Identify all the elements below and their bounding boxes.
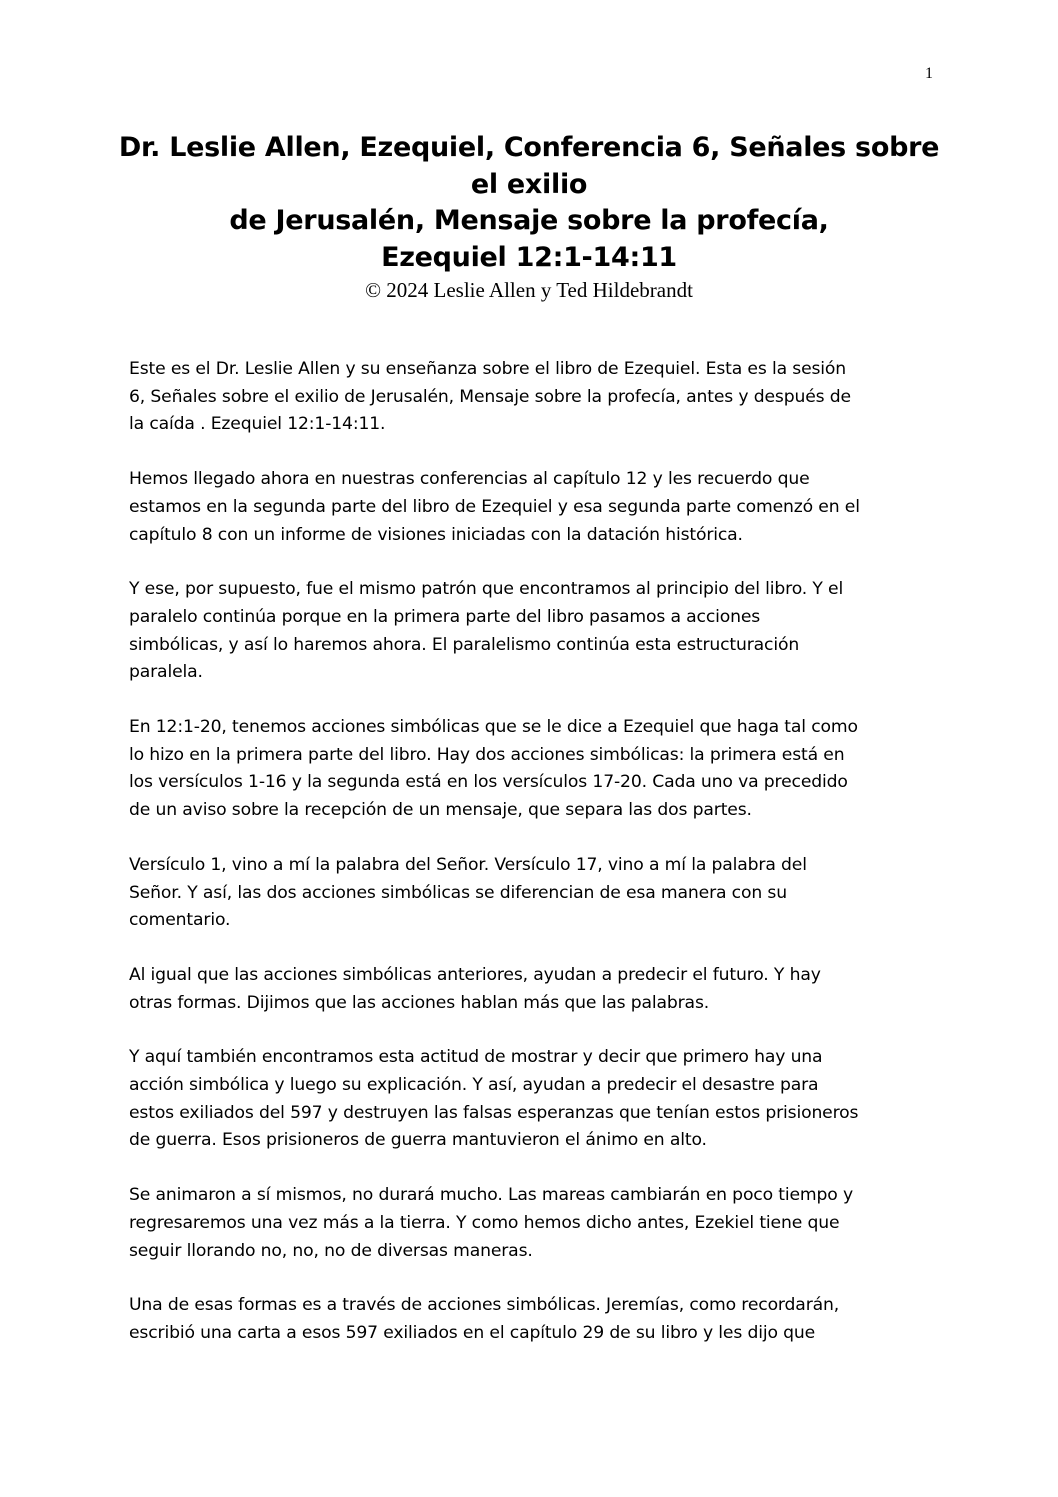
text-line: de guerra. Esos prisioneros de guerra mantuvieron el ánimo en alto. [129, 1130, 707, 1151]
copyright-notice: © 2024 Leslie Allen y Ted Hildebrandt [365, 278, 693, 302]
text-line: lo hizo en la primera parte del libro. Hay dos acciones simbólicas: la primera está en [129, 744, 845, 765]
title-line: Ezequiel 12:1-14:11 [381, 241, 677, 273]
text-line: Y aquí también encontramos esta actitud de mostrar y decir que primero hay una [129, 1047, 823, 1068]
text-line: paralelo continúa porque en la primera parte del libro pasamos a acciones [129, 606, 761, 627]
text-line: 6, Señales sobre el exilio de Jerusalén, Mensaje sobre la profecía, antes y después de [129, 386, 851, 407]
paragraph [129, 576, 931, 687]
document-body [129, 356, 931, 1375]
text-line: estos exiliados del 597 y destruyen las falsas esperanzas que tenían estos prisioneros [129, 1102, 859, 1123]
text-line: paralela. [129, 662, 203, 683]
paragraph [129, 1044, 931, 1155]
text-line: Versículo 1, vino a mí la palabra del Señor. Versículo 17, vino a mí la palabra del [129, 854, 807, 875]
paragraph [129, 466, 931, 549]
text-line: otras formas. Dijimos que las acciones hablan más que las palabras. [129, 992, 710, 1013]
document-title [100, 130, 958, 303]
text-line: escribió una carta a esos 597 exiliados en el capítulo 29 de su libro y les dijo que [129, 1322, 816, 1343]
text-line: Este es el Dr. Leslie Allen y su enseñanza sobre el libro de Ezequiel. Esta es la sesión [129, 359, 847, 379]
text-line: Señor. Y así, las dos acciones simbólicas se diferencian de esa manera con su [129, 882, 787, 903]
page-number: 1 [925, 65, 933, 82]
text-line: Al igual que las acciones simbólicas anteriores, ayudan a predecir el futuro. Y hay [129, 964, 821, 985]
title-line: de Jerusalén, Mensaje sobre la profecía, [229, 205, 829, 236]
text-line: acción simbólica y luego su explicación. Y así, ayudan a predecir el desastre para [129, 1075, 819, 1096]
text-line: regresaremos una vez más a la tierra. Y como hemos dicho antes, Ezekiel tiene que [129, 1212, 840, 1233]
text-line: la caída . Ezequiel 12:1-14:11. [129, 414, 386, 435]
title-line: Dr. Leslie Allen, Ezequiel, Conferencia 6, Señales sobre [118, 132, 940, 163]
text-line: Una de esas formas es a través de acciones simbólicas. Jeremías, como recordarán, [129, 1295, 840, 1316]
text-line: simbólicas, y así lo haremos ahora. El paralelismo continúa esta estructuración [129, 634, 800, 655]
text-line: Se animaron a sí mismos, no durará mucho. Las mareas cambiarán en poco tiempo y [129, 1185, 853, 1206]
text-line: Hemos llegado ahora en nuestras conferencias al capítulo 12 y les recuerdo que [129, 469, 810, 490]
paragraph [129, 962, 931, 1017]
paragraph [129, 1292, 931, 1347]
title-line: el exilio [470, 168, 588, 200]
text-line: los versículos 1-16 y la segunda está en los versículos 17-20. Cada uno va precedido [129, 772, 848, 793]
text-line: seguir llorando no, no, no de diversas maneras. [129, 1240, 533, 1261]
text-line: estamos en la segunda parte del libro de Ezequiel y esa segunda parte comenzó en el [129, 496, 860, 517]
paragraph [129, 714, 931, 825]
text-line: Y ese, por supuesto, fue el mismo patrón que encontramos al principio del libro. Y el [129, 579, 844, 600]
paragraph [129, 356, 931, 439]
text-line: capítulo 8 con un informe de visiones iniciadas con la datación histórica. [129, 524, 743, 545]
paragraph [129, 1182, 931, 1265]
paragraph [129, 852, 931, 935]
text-line: de un aviso sobre la recepción de un mensaje, que separa las dos partes. [129, 800, 752, 821]
text-line: En 12:1-20, tenemos acciones simbólicas que se le dice a Ezequiel que haga tal como [129, 717, 858, 738]
text-line: comentario. [129, 910, 231, 931]
